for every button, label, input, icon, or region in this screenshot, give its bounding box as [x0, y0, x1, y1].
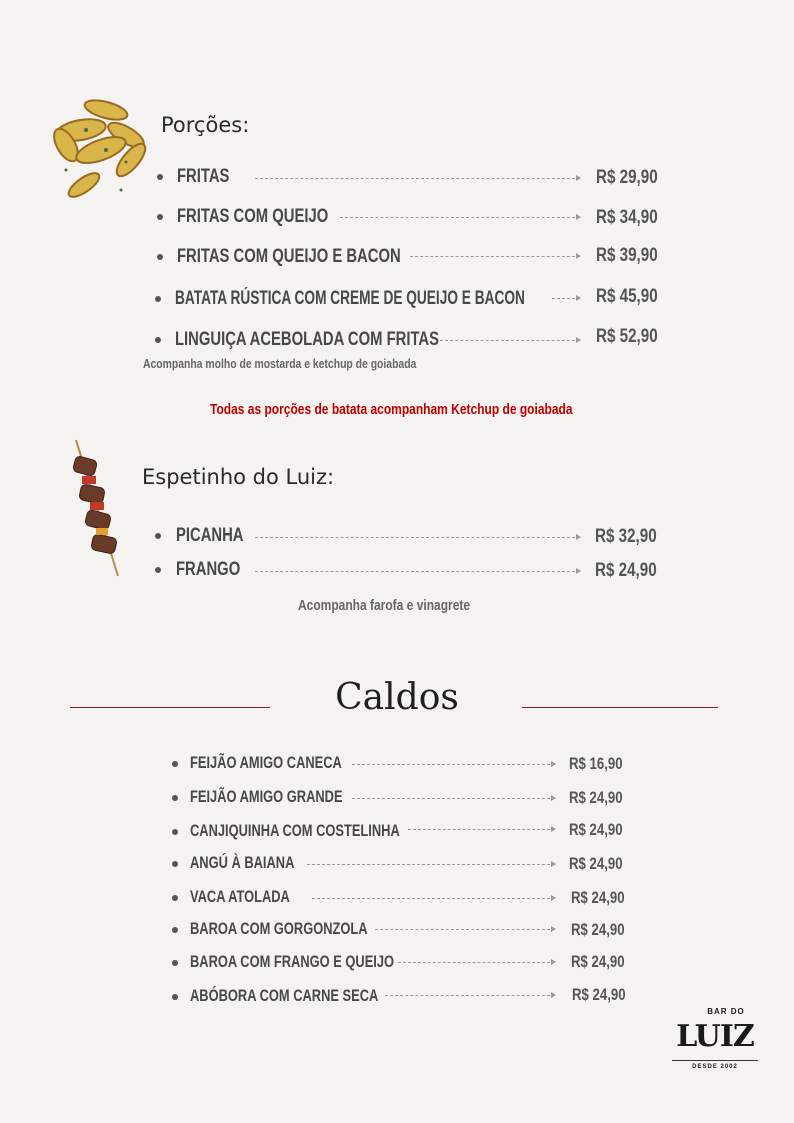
- item-name: CANJIQUINHA COM COSTELINHA: [190, 822, 400, 840]
- leader-arrow: [255, 178, 580, 179]
- bullet: [172, 895, 178, 901]
- divider-right: [522, 707, 718, 708]
- leader-arrow: [255, 571, 580, 572]
- bullet: [172, 829, 178, 835]
- item-name: FRITAS COM QUEIJO E BACON: [177, 246, 401, 267]
- item-price: R$ 24,90: [571, 921, 625, 939]
- item-name: FRITAS COM QUEIJO: [177, 206, 329, 227]
- leader-arrow: [440, 340, 580, 341]
- leader-arrow: [352, 798, 555, 799]
- item-price: R$ 24,90: [569, 855, 623, 873]
- item-name: ANGÚ À BAIANA: [190, 854, 295, 872]
- bullet: [155, 296, 161, 302]
- logo-top-text: BAR DO: [707, 1007, 745, 1016]
- bullet: [157, 214, 163, 220]
- leader-arrow: [312, 898, 555, 899]
- item-name: BAROA COM GORGONZOLA: [190, 920, 368, 938]
- item-price: R$ 52,90: [596, 326, 658, 347]
- item-price: R$ 16,90: [569, 755, 623, 773]
- item-price: R$ 24,90: [569, 789, 623, 807]
- section-title-caldos: Caldos: [335, 677, 459, 718]
- item-name: PICANHA: [176, 525, 244, 546]
- bullet: [155, 567, 161, 573]
- item-price: R$ 24,90: [571, 889, 625, 907]
- logo-bottom-text: DESDE 2002: [672, 1060, 758, 1072]
- bullet: [157, 174, 163, 180]
- leader-arrow: [552, 298, 580, 299]
- bar-do-luiz-logo: [672, 1006, 758, 1082]
- leader-arrow: [385, 995, 555, 996]
- item-note: Acompanha molho de mostarda e ketchup de goiabada: [143, 356, 417, 371]
- bullet: [172, 927, 178, 933]
- bullet: [172, 960, 178, 966]
- item-price: R$ 24,90: [595, 560, 657, 581]
- bullet: [157, 254, 163, 260]
- item-name: FRANGO: [176, 559, 241, 580]
- bullet: [172, 761, 178, 767]
- item-price: R$ 34,90: [596, 207, 658, 228]
- item-price: R$ 24,90: [572, 986, 626, 1004]
- leader-arrow: [375, 929, 555, 930]
- item-name: FEIJÃO AMIGO CANECA: [190, 754, 342, 772]
- leader-arrow: [340, 217, 580, 218]
- item-price: R$ 24,90: [569, 821, 623, 839]
- item-name: FRITAS: [177, 166, 230, 187]
- bullet: [155, 337, 161, 343]
- item-price: R$ 39,90: [596, 245, 658, 266]
- item-price: R$ 24,90: [571, 953, 625, 971]
- espetinho-note: Acompanha farofa e vinagrete: [298, 597, 471, 614]
- leader-arrow: [408, 829, 555, 830]
- leader-arrow: [255, 537, 580, 538]
- bullet: [155, 533, 161, 539]
- item-name: VACA ATOLADA: [190, 888, 290, 906]
- skewer-illustration: [68, 438, 124, 578]
- item-price: R$ 32,90: [595, 526, 657, 547]
- item-name: BAROA COM FRANGO E QUEIJO: [190, 953, 395, 971]
- item-price: R$ 29,90: [596, 167, 658, 188]
- leader-arrow: [307, 864, 555, 865]
- highlight-note: Todas as porções de batata acompanham Ketchup de goiabada: [210, 401, 573, 418]
- bullet: [172, 861, 178, 867]
- leader-arrow: [410, 256, 580, 257]
- bullet: [172, 994, 178, 1000]
- logo-main-text: LUIZ: [676, 1019, 754, 1054]
- item-name: LINGUIÇA ACEBOLADA COM FRITAS: [175, 329, 440, 350]
- bullet: [172, 795, 178, 801]
- section-title-porcoes: Porções:: [161, 113, 250, 137]
- item-price: R$ 45,90: [596, 286, 658, 307]
- item-name: ABÓBORA COM CARNE SECA: [190, 987, 379, 1005]
- fries-illustration: [36, 90, 156, 205]
- leader-arrow: [352, 764, 555, 765]
- item-name: FEIJÃO AMIGO GRANDE: [190, 788, 343, 806]
- section-title-espetinho: Espetinho do Luiz:: [142, 465, 335, 489]
- item-name: BATATA RÚSTICA COM CREME DE QUEIJO E BACON: [175, 288, 525, 309]
- leader-arrow: [398, 962, 555, 963]
